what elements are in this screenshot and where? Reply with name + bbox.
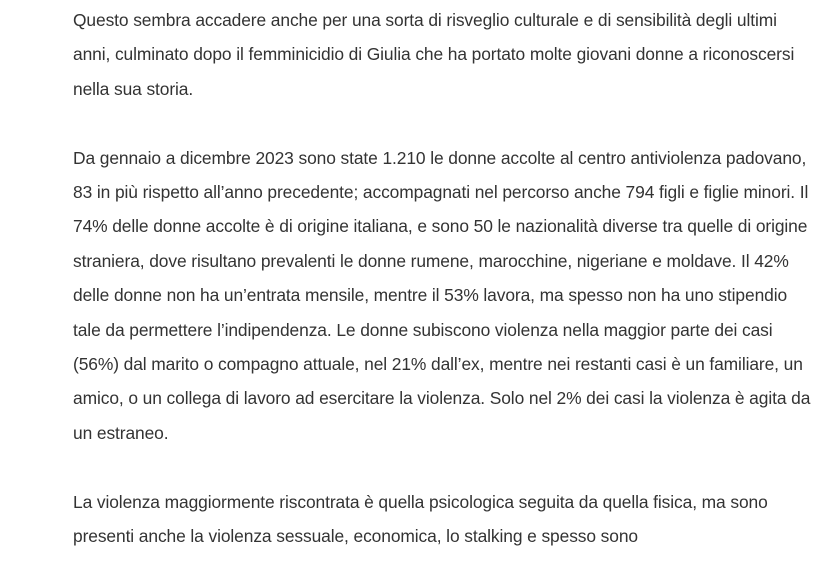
- paragraph-cultural-awakening: Questo sembra accadere anche per una sorta di risveglio culturale e di sensibilità degli ultimi anni, culminato dopo il femminicidio di Giulia che ha portato molte giovani donne a riconoscersi nella sua storia.: [73, 10, 795, 99]
- article-body: [73, 3, 813, 553]
- paragraph-violence-types: La violenza maggiormente riscontrata è quella psicologica seguita da quella fisica, ma sono presenti anche la violenza sessuale, economica, lo stalking e spesso sono: [73, 491, 768, 547]
- paragraph-statistics-2023: Da gennaio a dicembre 2023 sono state 1.210 le donne accolte al centro antiviolenza padovano, 83 in più rispetto all’anno precedente; accompagnati nel percorso anche 794 figli e figlie minori. Il 74% delle donne accolte è di origine italiana, e sono 50 le nazionalità diverse tra quelle di origine straniera, dove risultano prevalenti le donne rumene, marocchine, nigeriane e moldave. Il 42% delle donne non ha un’entrata mensile, mentre il 53% lavora, ma spesso non ha uno stipendio tale da permettere l’indipendenza. Le donne subiscono violenza nella maggior parte dei casi (56%) dal marito o compagno attuale, nel 21% dall’ex, mentre nei restanti casi è un familiare, un amico, o un collega di lavoro ad esercitare la violenza. Solo nel 2% dei casi la violenza è agita da un estraneo.: [73, 147, 811, 443]
